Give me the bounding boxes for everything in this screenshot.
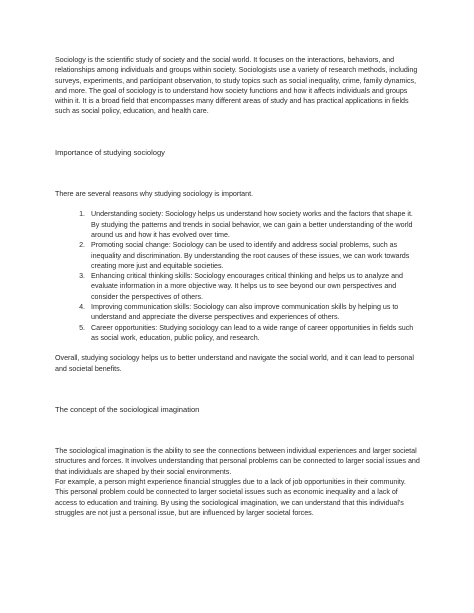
document-content: [55, 55, 421, 518]
list-item: 4. Improving communication skills: Sociology can also improve communication skills by helping us to understand and appreciate the diverse perspectives and experiences of others.: [87, 302, 421, 323]
reasons-list: [55, 209, 421, 343]
list-item: 5. Career opportunities: Studying sociology can lead to a wide range of career opportunities in fields such as social work, education, public policy, and research.: [87, 323, 421, 344]
reasons-lead-paragraph: There are several reasons why studying sociology is important.: [55, 190, 253, 199]
list-item: 3. Enhancing critical thinking skills: Sociology encourages critical thinking and helps us to analyze and evaluate information in a more objective way. It helps us to see beyond our own perspectives and consider the perspectives of others.: [87, 271, 421, 302]
intro-paragraph: Sociology is the scientific study of society and the social world. It focuses on the interactions, behaviors, and relationships among individuals and groups within society. Sociologists use a variety of research methods, including surveys, experiments, and participant observation, to study topics such as social inequality, crime, family dynamics, and more. The goal of sociology is to understand how society functions and how it affects individuals and groups within it. It is a broad field that encompasses many different areas of study and has practical applications in fields such as social policy, education, and health care.: [55, 56, 418, 116]
section-heading-importance: Importance of studying sociology: [55, 147, 165, 157]
overall-paragraph: Overall, studying sociology helps us to better understand and navigate the social world, and it can lead to personal and societal benefits.: [55, 354, 414, 373]
list-item: 2. Promoting social change: Sociology can be used to identify and address social problems, such as inequality and discrimination. By understanding the root causes of these issues, we can work towards creating more just and equitable societies.: [87, 240, 421, 271]
list-item: 1. Understanding society: Sociology helps us understand how society works and the factors that shape it. By studying the patterns and trends in social behavior, we can gain a better understanding of the world around us and how it has evolved over time.: [87, 209, 421, 240]
example-paragraph: For example, a person might experience financial struggles due to a lack of job opportunities in their community. This personal problem could be connected to larger societal issues such as economic inequality and a lack of access to education and training. By using the sociological imagination, we can understand that this individual's struggles are not just a personal issue, but are influenced by larger societal forces.: [55, 478, 406, 517]
imagination-paragraph: The sociological imagination is the ability to see the connections between individual experiences and larger societal structures and forces. It involves understanding that personal problems can be connected to larger social issues and that individuals are shaped by their social environments.: [55, 447, 420, 476]
section-heading-sociological-imagination: The concept of the sociological imagination: [55, 404, 200, 414]
